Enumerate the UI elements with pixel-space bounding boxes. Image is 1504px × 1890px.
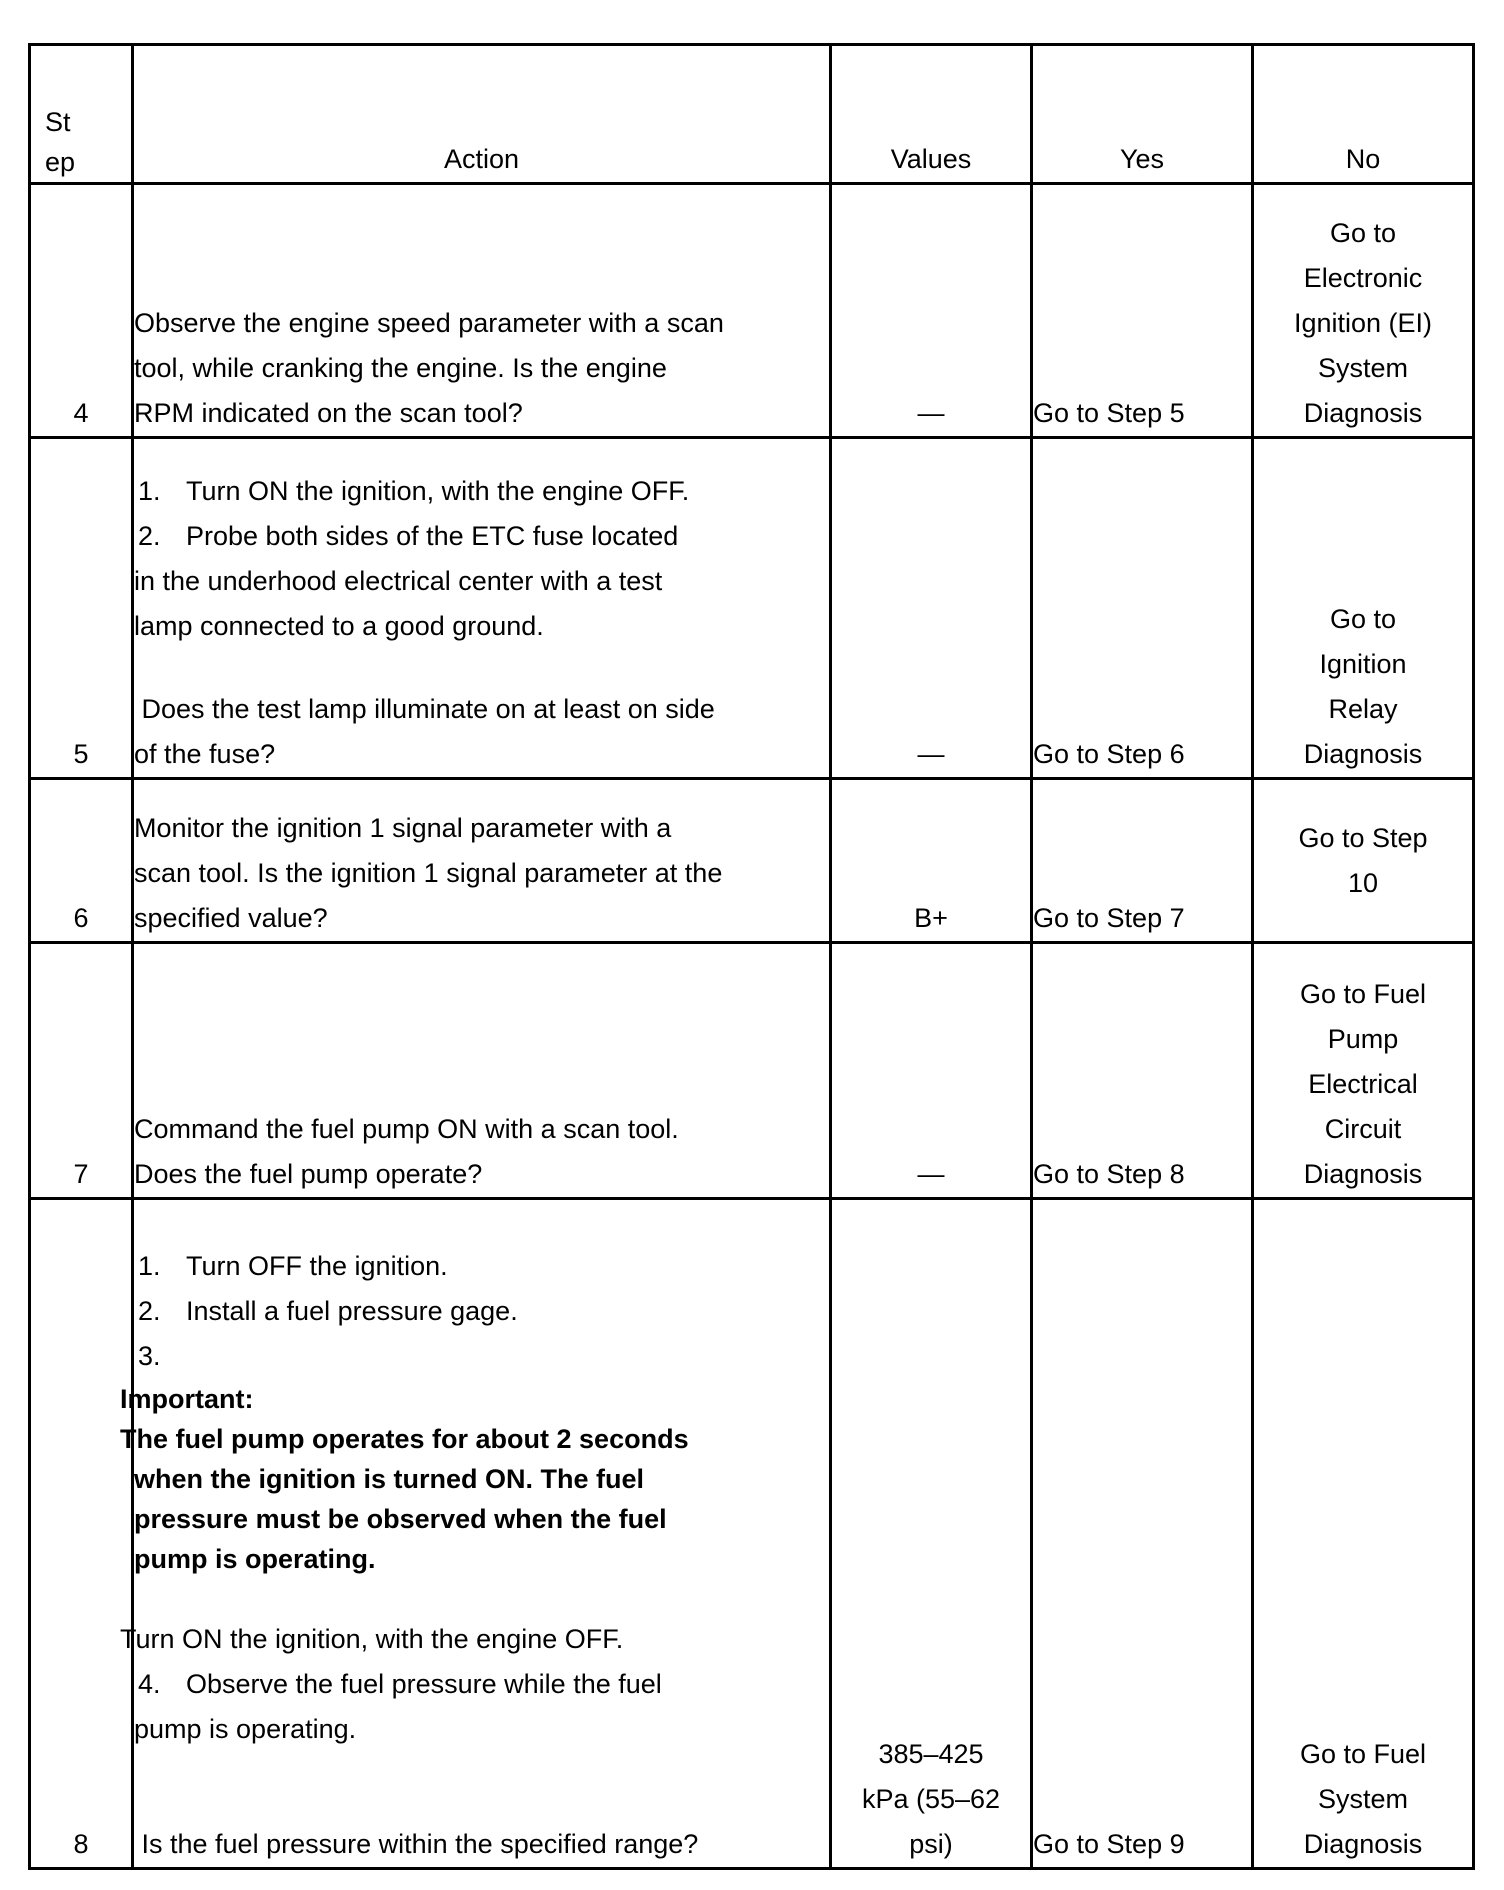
action-cell: 1. Turn OFF the ignition. 2. Install a fuel pressure gage. 3. Important: The fuel pump operates for about 2 seconds when the ignition is turned ON. The fuel pressure must be observed when the fuel pump is operating. Turn ON the ignition, with the engine OFF. 4. Observe the fuel pressure while the fuel pump is operating. Is the fuel pressure within the specified range? xyxy=(133,1199,831,1869)
list-item: 2. Probe both sides of the ETC fuse located xyxy=(138,521,679,551)
action-cell: Command the fuel pump ON with a scan tool. Does the fuel pump operate? xyxy=(133,943,831,1199)
values-cell: 385–425 kPa (55–62 psi) xyxy=(831,1199,1032,1869)
important-label: Important: xyxy=(120,1384,254,1414)
header-action: Action xyxy=(133,45,831,184)
header-yes: Yes xyxy=(1032,45,1253,184)
yes-cell: Go to Step 7 xyxy=(1032,779,1253,943)
step-number: 5 xyxy=(30,438,133,779)
values-cell: — xyxy=(831,943,1032,1199)
list-item: 3. xyxy=(138,1341,161,1371)
no-cell: Go to Ignition Relay Diagnosis xyxy=(1253,438,1474,779)
yes-cell: Go to Step 8 xyxy=(1032,943,1253,1199)
values-cell: — xyxy=(831,438,1032,779)
step-number: 7 xyxy=(30,943,133,1199)
no-cell: Go to Step 10 xyxy=(1253,779,1474,943)
no-cell: Go to Fuel Pump Electrical Circuit Diagnosis xyxy=(1253,943,1474,1199)
step-number: 8 xyxy=(30,1199,133,1869)
no-cell: Go to Electronic Ignition (EI) System Diagnosis xyxy=(1253,184,1474,438)
list-item: 1. Turn OFF the ignition. xyxy=(138,1251,448,1281)
document-page xyxy=(28,43,1472,1870)
no-cell: Go to Fuel System Diagnosis xyxy=(1253,1199,1474,1869)
step-number: 6 xyxy=(30,779,133,943)
action-cell: Monitor the ignition 1 signal parameter with a scan tool. Is the ignition 1 signal parameter at the specified value? xyxy=(133,779,831,943)
table-row-step-6 xyxy=(30,779,1474,943)
yes-cell: Go to Step 6 xyxy=(1032,438,1253,779)
list-item: 4. Observe the fuel pressure while the fuel xyxy=(138,1669,662,1699)
values-cell: B+ xyxy=(831,779,1032,943)
values-cell: — xyxy=(831,184,1032,438)
yes-cell: Go to Step 9 xyxy=(1032,1199,1253,1869)
table-row-step-4 xyxy=(30,184,1474,438)
header-no: No xyxy=(1253,45,1474,184)
action-cell: 1. Turn ON the ignition, with the engine OFF. 2. Probe both sides of the ETC fuse located in the underhood electrical center with a test lamp connected to a good ground. Does the test lamp illuminate on at least on side of the fuse? xyxy=(133,438,831,779)
table-row-step-8 xyxy=(30,1199,1474,1869)
important-note: Important: The fuel pump operates for about 2 seconds when the ignition is turned ON. The fuel pressure must be observed when the fuel pump is operating. Turn ON the ignition, with the engine OFF. xyxy=(120,1379,829,1662)
header-values: Values xyxy=(831,45,1032,184)
table-row-step-5 xyxy=(30,438,1474,779)
yes-cell: Go to Step 5 xyxy=(1032,184,1253,438)
table-header-row xyxy=(30,45,1474,184)
header-step: St ep xyxy=(30,45,133,184)
table-row-step-7 xyxy=(30,943,1474,1199)
list-item: 2. Install a fuel pressure gage. xyxy=(138,1296,518,1326)
diagnostic-table xyxy=(28,43,1475,1870)
action-cell: Observe the engine speed parameter with a scan tool, while cranking the engine. Is the engine RPM indicated on the scan tool? xyxy=(133,184,831,438)
list-item: 1. Turn ON the ignition, with the engine OFF. xyxy=(138,476,690,506)
step-number: 4 xyxy=(30,184,133,438)
